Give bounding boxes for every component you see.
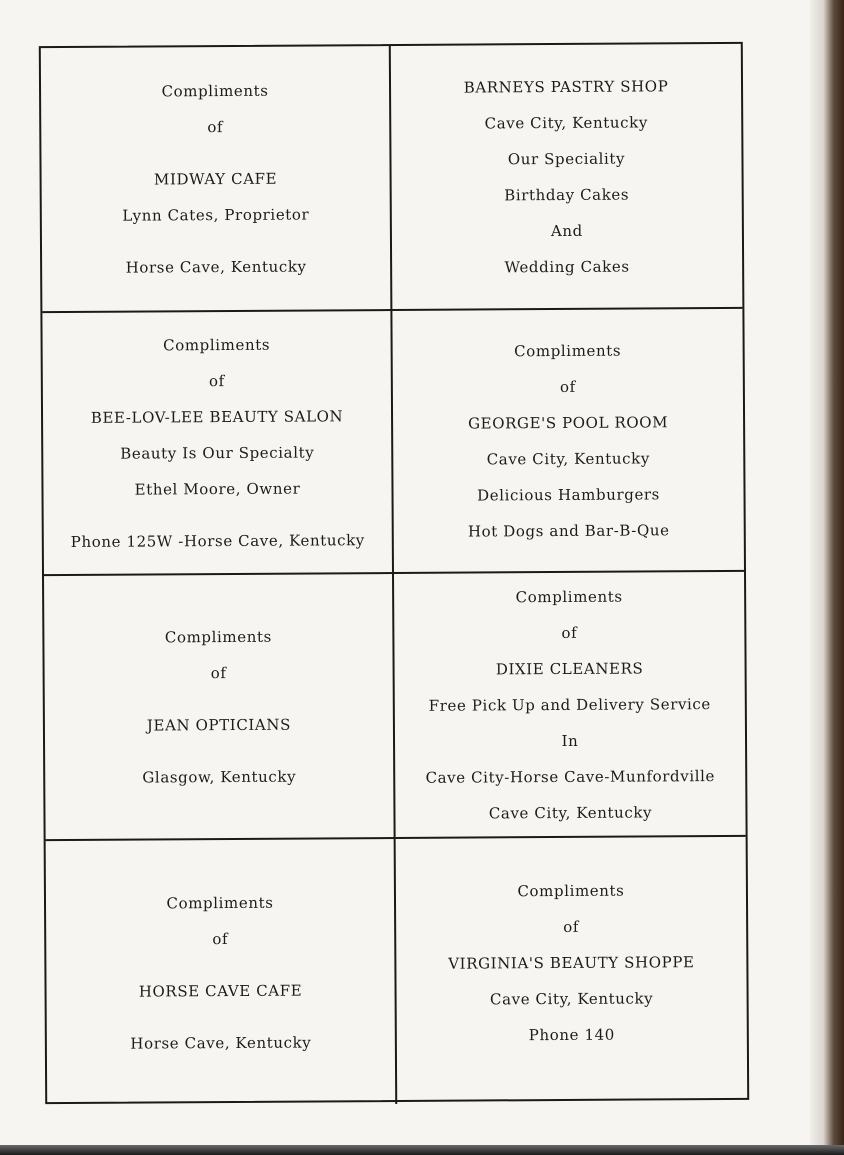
compliments-text: Compliments [161, 81, 269, 100]
ad-georges-pool-room [392, 309, 744, 574]
advertisement-grid [39, 42, 749, 1104]
of-text: of [561, 623, 578, 642]
owner-text: Ethel Moore, Owner [134, 479, 301, 499]
compliments-text: Compliments [515, 587, 623, 606]
business-name: MIDWAY CAFE [153, 169, 278, 188]
of-text: of [563, 917, 580, 936]
compliments-text: Compliments [166, 893, 274, 912]
of-text: of [210, 663, 227, 682]
business-name: DIXIE CLEANERS [495, 658, 644, 678]
compliments-text: Compliments [163, 335, 271, 354]
of-text: of [207, 117, 224, 136]
location-text: Cave City, Kentucky [486, 448, 650, 468]
of-text: of [208, 371, 225, 390]
business-name: HORSE CAVE CAFE [138, 981, 303, 1001]
location-text: Cave City, Kentucky [489, 988, 654, 1008]
location-text: Horse Cave, Kentucky [130, 1033, 312, 1053]
compliments-text: Compliments [514, 341, 622, 360]
ad-horse-cave-cafe [46, 839, 398, 1106]
ad-line: Wedding Cakes [504, 257, 630, 276]
ad-bee-lov-lee-beauty-salon [42, 311, 394, 576]
ad-line: Delicious Hamburgers [477, 484, 661, 504]
of-text: of [559, 377, 576, 396]
ad-jean-opticians [44, 574, 396, 841]
ad-line: Hot Dogs and Bar-B-Que [467, 520, 670, 541]
of-text: of [212, 929, 229, 948]
phone-text: Phone 140 [528, 1025, 615, 1044]
compliments-text: Compliments [517, 881, 625, 900]
page-binding-shadow [810, 0, 844, 1155]
business-name: JEAN OPTICIANS [146, 715, 291, 735]
page-bottom-edge [0, 1145, 844, 1155]
compliments-text: Compliments [164, 627, 272, 646]
ad-line: Beauty Is Our Specialty [120, 442, 315, 463]
business-name: VIRGINIA'S BEAUTY SHOPPE [448, 952, 695, 973]
ad-line: And [550, 221, 583, 240]
ad-dixie-cleaners [394, 572, 746, 839]
proprietor-text: Lynn Cates, Proprietor [122, 205, 310, 225]
ad-barneys-pastry-shop [391, 44, 743, 311]
business-name: BEE-LOV-LEE BEAUTY SALON [90, 406, 344, 427]
ad-line: Free Pick Up and Delivery Service [428, 694, 711, 715]
business-name: BARNEYS PASTRY SHOP [463, 76, 669, 97]
service-area-text: Cave City-Horse Cave-Munfordville [425, 766, 716, 787]
location-text: Cave City, Kentucky [488, 802, 653, 822]
phone-location-text: Phone 125W -Horse Cave, Kentucky [70, 530, 365, 551]
business-name: GEORGE'S POOL ROOM [467, 412, 669, 433]
ad-virginias-beauty-shoppe [396, 837, 748, 1104]
location-text: Cave City, Kentucky [484, 112, 648, 132]
location-text: Horse Cave, Kentucky [125, 257, 307, 277]
ad-line: Birthday Cakes [504, 185, 630, 204]
location-text: Glasgow, Kentucky [142, 767, 297, 787]
ad-line: In [561, 731, 579, 750]
ad-line: Our Speciality [507, 149, 626, 168]
ad-midway-cafe [41, 46, 393, 313]
